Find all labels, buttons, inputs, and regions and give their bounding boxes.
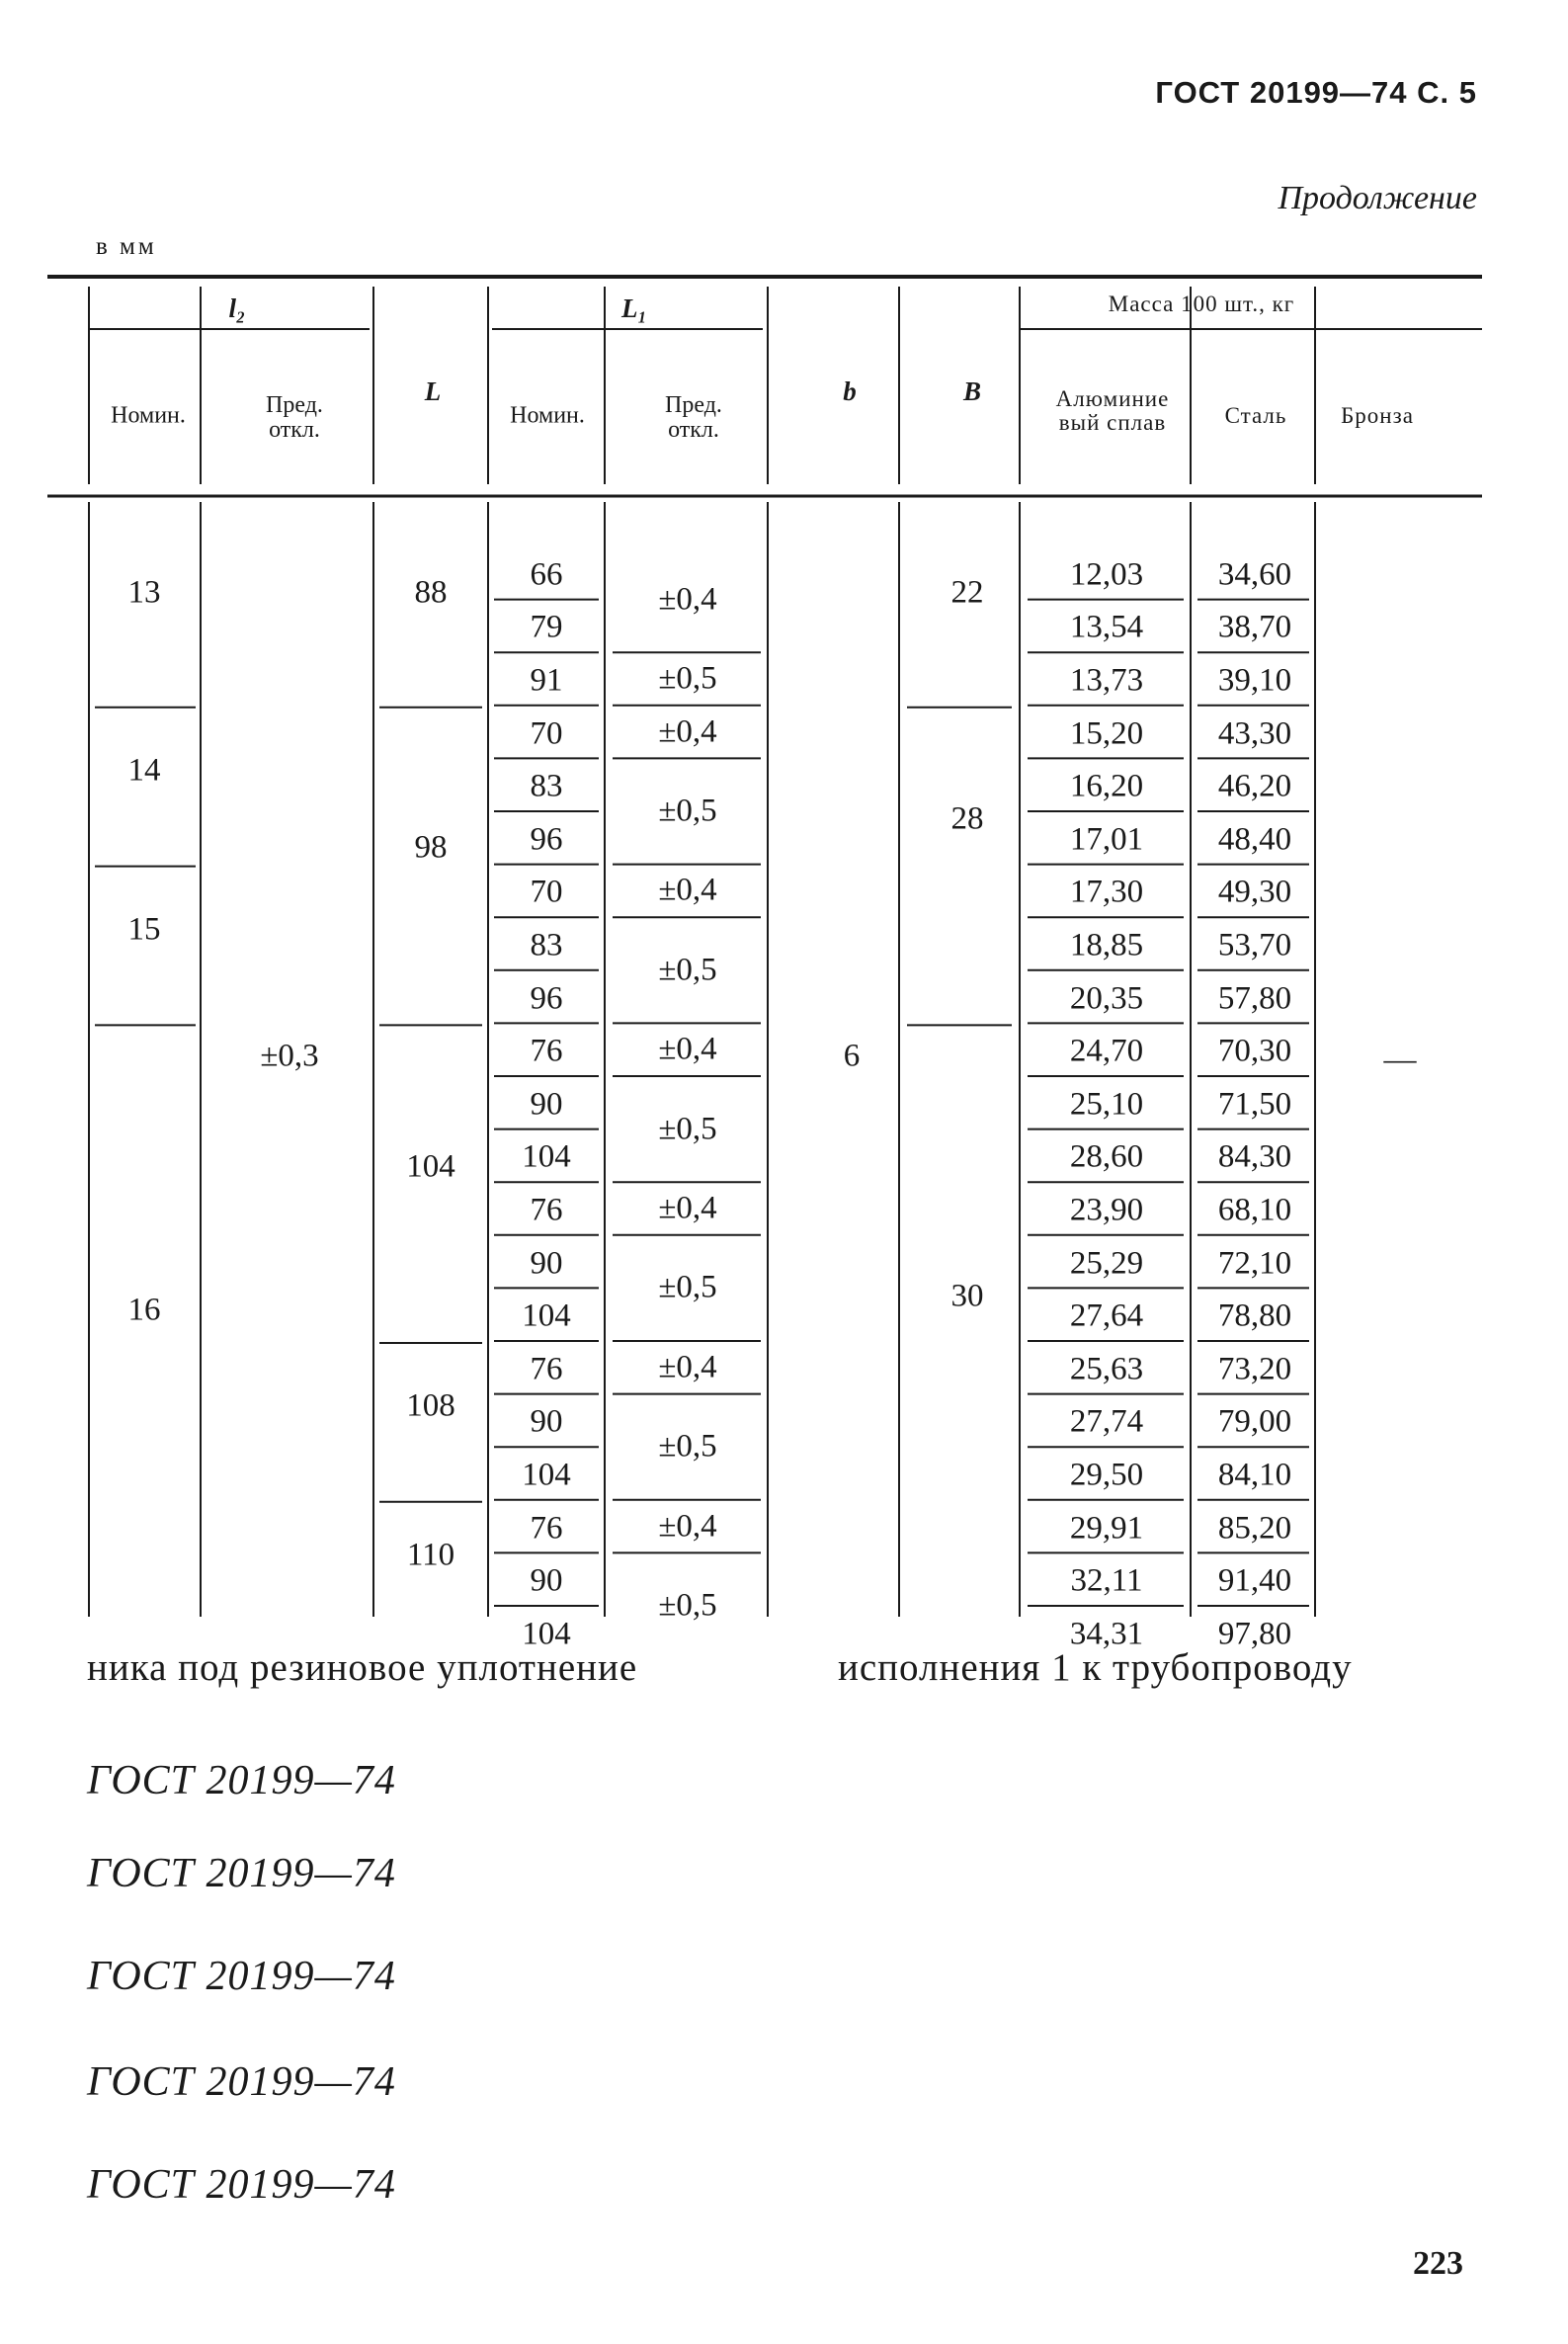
- footer-text-right: исполнения 1 к трубопроводу: [838, 1646, 1353, 1689]
- mass-steel: 46,20: [1217, 768, 1292, 804]
- L1-tolerance: ±0,4: [658, 1508, 717, 1545]
- L-108: 108: [406, 1387, 455, 1424]
- mass-aluminium: 25,10: [1069, 1086, 1144, 1123]
- L1-nominal: 70: [530, 875, 563, 911]
- L1-nominal: 104: [522, 1139, 571, 1176]
- mass-steel: 43,30: [1217, 715, 1292, 752]
- mass-aluminium: 27,74: [1069, 1404, 1144, 1441]
- col-L: L: [424, 376, 442, 406]
- L1-nominal: 90: [530, 1404, 563, 1441]
- l2-nom-16: 16: [127, 1292, 161, 1328]
- mass-aluminium: 29,50: [1069, 1457, 1144, 1493]
- L1-nominal: 91: [530, 662, 563, 699]
- l2-nom-14: 14: [127, 752, 161, 789]
- mass-aluminium: 24,70: [1069, 1033, 1144, 1069]
- L1-tolerance: ±0,4: [658, 873, 717, 909]
- mass-steel: 34,60: [1217, 556, 1292, 593]
- L-104: 104: [406, 1148, 455, 1185]
- L1-nominal: 104: [522, 1616, 571, 1652]
- mass-steel: 72,10: [1217, 1245, 1292, 1282]
- gost-reference: ГОСТ 20199—74: [87, 2162, 396, 2208]
- dimensions-table: [47, 275, 1482, 1652]
- running-header: ГОСТ 20199—74 С. 5: [1155, 75, 1477, 110]
- page-number: 223: [1413, 2245, 1463, 2282]
- mass-aluminium: 34,31: [1069, 1616, 1144, 1652]
- mass-aluminium: 23,90: [1069, 1192, 1144, 1228]
- mass-aluminium: 32,11: [1070, 1562, 1143, 1599]
- col-mass-steel: Сталь: [1224, 402, 1287, 428]
- mass-aluminium: 17,30: [1069, 875, 1144, 911]
- mass-steel: 70,30: [1217, 1033, 1292, 1069]
- L1-tolerance: ±0,4: [658, 1349, 717, 1385]
- L1-tolerance: ±0,4: [658, 581, 717, 618]
- mass-steel: 49,30: [1217, 875, 1292, 911]
- mass-aluminium: 17,01: [1069, 821, 1144, 858]
- L1-tolerance: ±0,5: [658, 1270, 717, 1306]
- L1-nominal: 76: [530, 1192, 563, 1228]
- col-L1-nom: Номин.: [510, 402, 585, 429]
- L1-nominal: 83: [530, 927, 563, 963]
- gost-reference: ГОСТ 20199—74: [87, 1954, 396, 1999]
- L1-tolerance: ±0,5: [658, 1428, 717, 1465]
- mass-aluminium: 27,64: [1069, 1298, 1144, 1334]
- col-l2: l₂: [228, 293, 246, 323]
- L1-nominal: 104: [522, 1298, 571, 1334]
- L1-nominal: 90: [530, 1086, 563, 1123]
- L-88: 88: [414, 574, 448, 611]
- col-mass-al: Алюминиевый сплав: [1055, 385, 1170, 435]
- B-28: 28: [950, 800, 984, 837]
- mass-aluminium: 20,35: [1069, 980, 1144, 1017]
- gost-reference: ГОСТ 20199—74: [87, 1851, 396, 1896]
- mass-aluminium: 25,63: [1069, 1351, 1144, 1387]
- mass-aluminium: 13,54: [1069, 610, 1144, 646]
- mass-aluminium: 13,73: [1069, 662, 1144, 699]
- L1-tolerance: ±0,4: [658, 1190, 717, 1226]
- l2-nom-13: 13: [127, 574, 161, 611]
- mass-steel: 38,70: [1217, 610, 1292, 646]
- l2-nom-15: 15: [127, 911, 161, 948]
- mass-steel: 73,20: [1217, 1351, 1292, 1387]
- L1-nominal: 76: [530, 1510, 563, 1547]
- col-mass: Масса 100 шт., кг: [1108, 291, 1295, 316]
- B-30: 30: [950, 1278, 984, 1314]
- mass-steel: 84,30: [1217, 1139, 1292, 1176]
- L1-tolerance: ±0,5: [658, 1111, 717, 1147]
- mass-steel: 78,80: [1217, 1298, 1292, 1334]
- b-value: 6: [843, 1038, 861, 1074]
- col-L1-tol: Пред. откл.: [665, 391, 722, 443]
- continuation-label: Продолжение: [1278, 180, 1477, 216]
- footer-text-left: ника под резиновое уплотнение: [87, 1646, 638, 1689]
- gost-reference: ГОСТ 20199—74: [87, 2059, 396, 2105]
- mass-steel: 97,80: [1217, 1616, 1292, 1652]
- mass-aluminium: 15,20: [1069, 715, 1144, 752]
- col-l2-nom: Номин.: [111, 402, 186, 429]
- L1-nominal: 96: [530, 821, 563, 858]
- unit-label: в мм: [96, 233, 157, 260]
- L1-tolerance: ±0,4: [658, 1031, 717, 1067]
- mass-steel: 85,20: [1217, 1510, 1292, 1547]
- mass-steel: 39,10: [1217, 662, 1292, 699]
- L1-nominal: 96: [530, 980, 563, 1017]
- bronze-dash: —: [1383, 1042, 1417, 1078]
- mass-aluminium: 16,20: [1069, 768, 1144, 804]
- L1-tolerance: ±0,5: [658, 952, 717, 988]
- L-98: 98: [414, 829, 448, 866]
- L1-tolerance: ±0,5: [658, 793, 717, 829]
- gost-reference: ГОСТ 20199—74: [87, 1758, 396, 1803]
- mass-aluminium: 25,29: [1069, 1245, 1144, 1282]
- col-B: B: [962, 376, 982, 406]
- B-22: 22: [950, 574, 984, 611]
- col-L1: L₁: [621, 293, 647, 323]
- col-mass-bronze: Бронза: [1341, 402, 1414, 428]
- mass-aluminium: 29,91: [1069, 1510, 1144, 1547]
- mass-steel: 48,40: [1217, 821, 1292, 858]
- mass-steel: 57,80: [1217, 980, 1292, 1017]
- mass-steel: 79,00: [1217, 1404, 1292, 1441]
- L1-tolerance: ±0,5: [658, 1587, 717, 1624]
- L1-nominal: 90: [530, 1562, 563, 1599]
- L1-nominal: 104: [522, 1457, 571, 1493]
- mass-steel: 91,40: [1217, 1562, 1292, 1599]
- mass-aluminium: 18,85: [1069, 927, 1144, 963]
- mass-steel: 53,70: [1217, 927, 1292, 963]
- L1-nominal: 76: [530, 1033, 563, 1069]
- l2-tolerance: ±0,3: [260, 1038, 319, 1074]
- mass-aluminium: 12,03: [1069, 556, 1144, 593]
- mass-aluminium: 28,60: [1069, 1139, 1144, 1176]
- L-110: 110: [406, 1537, 455, 1573]
- L1-nominal: 83: [530, 768, 563, 804]
- mass-steel: 84,10: [1217, 1457, 1292, 1493]
- L1-nominal: 66: [530, 556, 563, 593]
- L1-nominal: 70: [530, 715, 563, 752]
- L1-nominal: 79: [530, 610, 563, 646]
- col-l2-tol: Пред. откл.: [266, 391, 323, 443]
- col-b: b: [843, 376, 857, 406]
- mass-steel: 71,50: [1217, 1086, 1292, 1123]
- L1-nominal: 76: [530, 1351, 563, 1387]
- L1-tolerance: ±0,5: [658, 660, 717, 697]
- mass-steel: 68,10: [1217, 1192, 1292, 1228]
- L1-nominal: 90: [530, 1245, 563, 1282]
- L1-tolerance: ±0,4: [658, 713, 717, 750]
